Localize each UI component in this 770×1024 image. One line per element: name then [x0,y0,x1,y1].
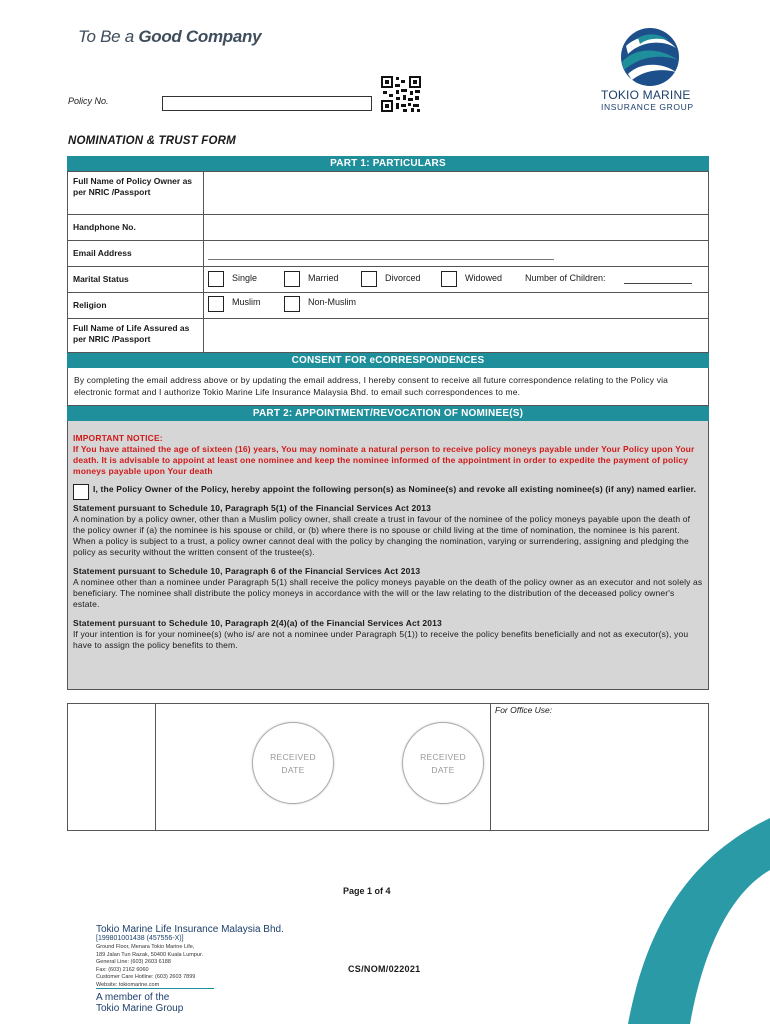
page-number: Page 1 of 4 [343,886,391,896]
stamp-line-1: RECEIVED [270,752,316,762]
part2-panel [67,421,709,690]
email-label: Email Address [68,241,204,266]
address-line: 189 Jalan Tun Razak, 50400 Kuala Lumpur. [96,951,204,958]
single-checkbox[interactable] [208,271,224,287]
non-muslim-checkbox[interactable] [284,296,300,312]
form-code: CS/NOM/022021 [348,964,421,974]
appoint-nominee-statement [73,484,703,495]
married-checkbox[interactable] [284,271,300,287]
widowed-checkbox[interactable] [441,271,457,287]
email-field[interactable] [204,241,708,266]
statement-text: If your intention is for your nominee(s) (who is/ are not a nominee under Paragraph 5(1)) to receive the policy benefits beneficially and not as executor(s), you have to assign the policy benefits to them. [73,629,689,650]
row-email [68,240,708,266]
single-label: Single [232,273,258,283]
handphone-label: Handphone No. [68,215,204,240]
row-life-assured [68,318,708,352]
full-name-label: Full Name of Policy Owner as per NRIC /Passport [68,172,204,214]
row-full-name [68,171,708,214]
tagline [78,27,261,47]
widowed-label: Widowed [465,273,503,283]
address-line: Fax: (603) 2162 6060 [96,966,149,973]
office-use-label: For Office Use: [495,705,553,715]
row-handphone [68,214,708,240]
stamp-line-1: RECEIVED [420,752,466,762]
non-muslim-label: Non-Muslim [308,297,357,307]
handphone-field[interactable] [204,215,708,240]
stamp-line-2: DATE [281,765,305,775]
received-date-area [155,704,491,830]
consent-heading: CONSENT FOR eCORRESPONDENCES [67,353,709,368]
important-notice-text: If You have attained the age of sixteen (16) years, You may nominate a natural person to receive policy moneys payable under Your Policy upon Your death. It is advisable to appoint at least one nominee and keep the nominee informed of the appointment in order to expedite the payment of policy moneys payable upon Your death [73,444,695,476]
appoint-nominee-text: I, the Policy Owner of the Policy, hereby appoint the following person(s) as Nominee(s) and revoke all existing nominee(s) (if any) named earlier. [93,484,697,494]
tagline-prefix: To Be a [78,27,134,46]
policy-no-field[interactable] [162,96,372,111]
children-label: Number of Children: [525,273,606,283]
religion-options [204,293,708,318]
address-line: Ground Floor, Menara Tokio Marine Life, [96,944,195,950]
row-marital-status [68,266,708,292]
member-of-group [96,992,183,1014]
footer-divider [96,988,214,989]
marital-status-options [204,267,708,292]
appoint-nominee-checkbox[interactable] [73,484,89,500]
member-line-2: Tokio Marine Group [96,1003,184,1014]
company-registration: [199801001438 (457556-X)] [96,935,184,942]
policy-no-label: Policy No. [68,96,109,106]
office-use-box [67,703,709,831]
qr-code-icon [381,76,421,112]
religion-label: Religion [68,293,204,318]
married-label: Married [308,273,339,283]
received-date-stamp [252,722,334,804]
statement-title: Statement pursuant to Schedule 10, Paragraph 5(1) of the Financial Services Act 2013 [73,503,432,513]
stamp-line-2: DATE [431,765,455,775]
part1-heading: PART 1: PARTICULARS [67,156,709,171]
particulars-table [67,171,709,353]
life-assured-field[interactable] [204,319,708,352]
company-name: Tokio Marine Life Insurance Malaysia Bhd. [96,924,284,935]
statement-title: Statement pursuant to Schedule 10, Paragraph 6 of the Financial Services Act 2013 [73,566,421,576]
brand-name: TOKIO MARINE [601,88,691,102]
important-notice-title: IMPORTANT NOTICE: [73,433,163,443]
tagline-bold: Good Company [138,27,262,46]
address-line: General Line: (603) 2603 6188 [96,959,171,965]
tokio-marine-logo-icon [618,26,682,88]
muslim-label: Muslim [232,297,261,307]
statement-title: Statement pursuant to Schedule 10, Paragraph 2(4)(a) of the Financial Services Act 2013 [73,618,442,628]
email-underline [208,259,554,260]
consent-text: By completing the email address above or by updating the email address, I hereby consent to receive all future correspondence relating to the Policy via electronic format and I authorize Tokio Marine Life Insurance Malaysia Bhd. to email such correspondences to me. [67,368,709,406]
statement-text: A nominee other than a nominee under Paragraph 5(1) shall receive the policy moneys payable on the death of the policy owner as an executor and not solely as beneficiary. The nominee shall distribute the policy moneys in accordance with the will or the law relating to the distribution of the deceased policy owner's estate. [73,577,703,609]
row-religion [68,292,708,318]
member-line-1: A member of the [96,992,170,1003]
received-date-stamp [402,722,484,804]
divorced-checkbox[interactable] [361,271,377,287]
address-line: Customer Care Hotline: (603) 2603 7899 [96,974,196,980]
part2-heading: PART 2: APPOINTMENT/REVOCATION OF NOMINEE(S) [67,406,709,421]
statement-text: A nomination by a policy owner, other than a Muslim policy owner, shall create a trust in favour of the nominee of the policy moneys payable upon the death of the policy owner if (a) the nominee is his spouse or child, or (b) where there is no spouse or child living at the time of nomination, the nominee is his parent. When a policy is subject to a trust, a policy owner cannot deal with the policy by changing the nomination, varying or surrendering, assigning and pledging the policy as security without the written consent of the trustee(s). [73,514,691,557]
divorced-label: Divorced [385,273,421,283]
address-line: Website: tokiomarine.com [96,981,160,988]
form-title: NOMINATION & TRUST FORM [68,135,236,147]
brand-group: INSURANCE GROUP [601,102,694,112]
children-field[interactable] [624,283,692,284]
marital-status-label: Marital Status [68,267,204,292]
life-assured-label: Full Name of Life Assured as per NRIC /Passport [68,319,204,352]
muslim-checkbox[interactable] [208,296,224,312]
full-name-field[interactable] [204,172,708,214]
company-address [96,944,203,989]
